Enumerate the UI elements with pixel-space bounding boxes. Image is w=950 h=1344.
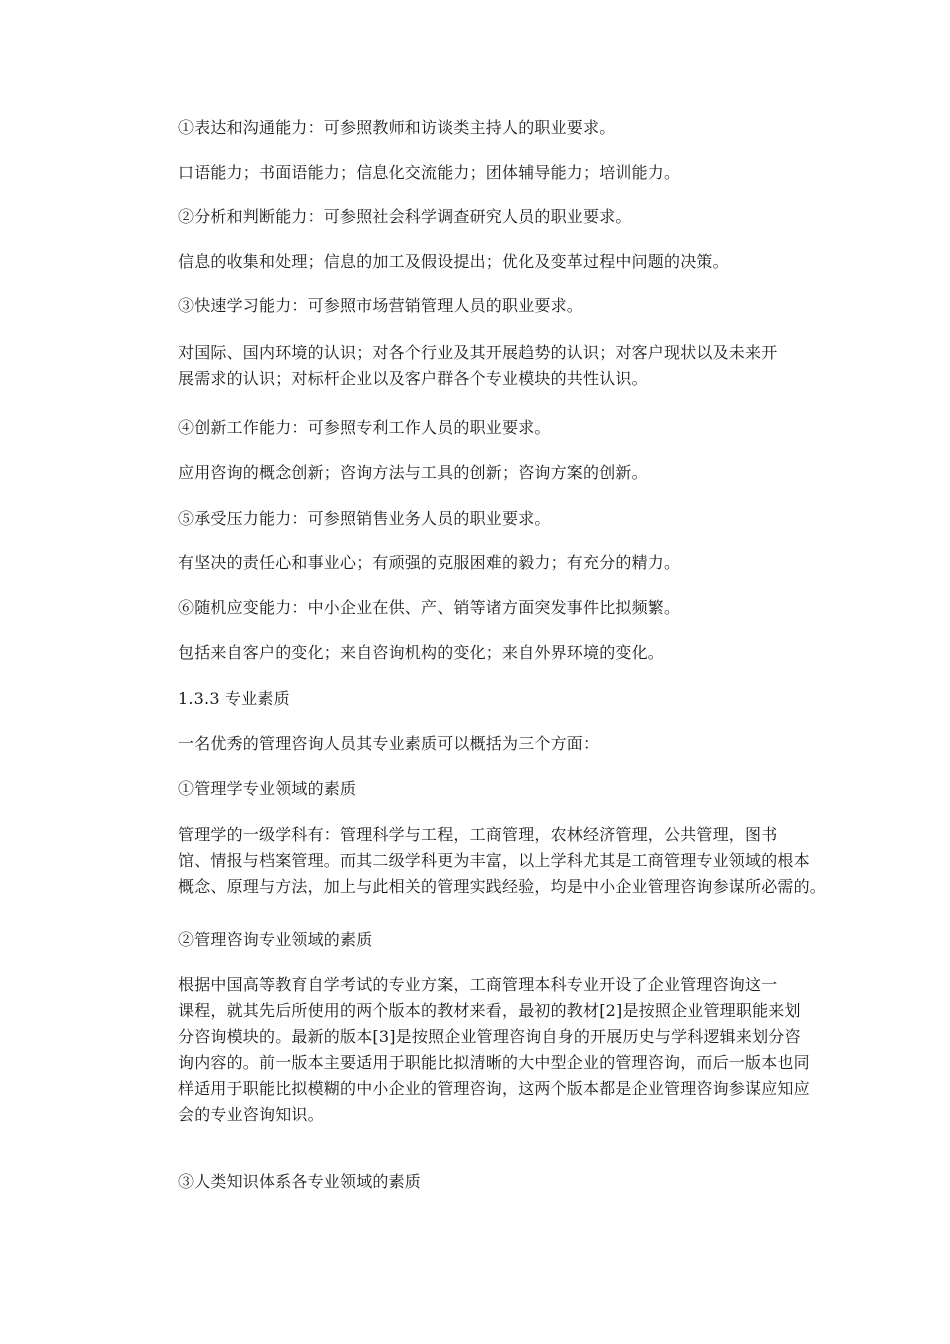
- item-management-science: ①管理学专业领域的素质: [178, 779, 357, 798]
- item-expression-communication: ①表达和沟通能力：可参照教师和访谈类主持人的职业要求。: [178, 118, 616, 137]
- item-innovation: ④创新工作能力：可参照专利工作人员的职业要求。: [178, 418, 551, 437]
- adaptability-details: 包括来自客户的变化；来自咨询机构的变化；来自外界环境的变化。: [178, 643, 665, 662]
- item-adaptability: ⑥随机应变能力：中小企业在供、产、销等诸方面突发事件比拟频繁。: [178, 598, 681, 617]
- paragraph-line: 分咨询模块的。最新的版本[3]是按照企业管理咨询自身的开展历史与学科逻辑来划分咨: [178, 1027, 801, 1046]
- consulting-details: [178, 972, 808, 1128]
- paragraph-line: 概念、原理与方法，加上与此相关的管理实践经验，均是中小企业管理咨询参谋所必需的。: [178, 877, 827, 896]
- section-heading: 1.3.3 专业素质: [178, 689, 290, 708]
- paragraph-line: 管理学的一级学科有：管理科学与工程，工商管理，农林经济管理，公共管理，图书: [178, 825, 778, 844]
- paragraph-line: 根据中国高等教育自学考试的专业方案，工商管理本科专业开设了企业管理咨询这一: [178, 975, 778, 994]
- pressure-details: 有坚决的责任心和事业心；有顽强的克服困难的毅力；有充分的精力。: [178, 553, 681, 572]
- item-consulting: ②管理咨询专业领域的素质: [178, 930, 373, 949]
- item-pressure: ⑤承受压力能力：可参照销售业务人员的职业要求。: [178, 509, 551, 528]
- paragraph-line: 询内容的。前一版本主要适用于职能比拟清晰的大中型企业的管理咨询，而后一版本也同: [178, 1053, 810, 1072]
- paragraph-line: 馆、情报与档案管理。而其二级学科更为丰富，以上学科尤其是工商管理专业领域的根本: [178, 851, 810, 870]
- paragraph-line: 展需求的认识；对标杆企业以及客户群各个专业模块的共性认识。: [178, 369, 648, 388]
- item-knowledge-system: ③人类知识体系各专业领域的素质: [178, 1172, 422, 1191]
- paragraph-line: 对国际、国内环境的认识；对各个行业及其开展趋势的认识；对客户现状以及未来开: [178, 343, 778, 362]
- section-intro: 一名优秀的管理咨询人员其专业素质可以概括为三个方面：: [178, 734, 600, 753]
- learning-details: [178, 340, 808, 392]
- innovation-details: 应用咨询的概念创新；咨询方法与工具的创新；咨询方案的创新。: [178, 463, 648, 482]
- analysis-details: 信息的收集和处理；信息的加工及假设提出；优化及变革过程中问题的决策。: [178, 252, 729, 271]
- management-science-details: [178, 822, 827, 900]
- item-fast-learning: ③快速学习能力：可参照市场营销管理人员的职业要求。: [178, 296, 584, 315]
- paragraph-line: 会的专业咨询知识。: [178, 1105, 324, 1124]
- paragraph-line: 样适用于职能比拟模糊的中小企业的管理咨询，这两个版本都是企业管理咨询参谋应知应: [178, 1079, 810, 1098]
- expression-details: 口语能力；书面语能力；信息化交流能力；团体辅导能力；培训能力。: [178, 163, 681, 182]
- paragraph-line: 课程，就其先后所使用的两个版本的教材来看，最初的教材[2]是按照企业管理职能来划: [178, 1001, 801, 1020]
- item-analysis-judgment: ②分析和判断能力：可参照社会科学调查研究人员的职业要求。: [178, 207, 632, 226]
